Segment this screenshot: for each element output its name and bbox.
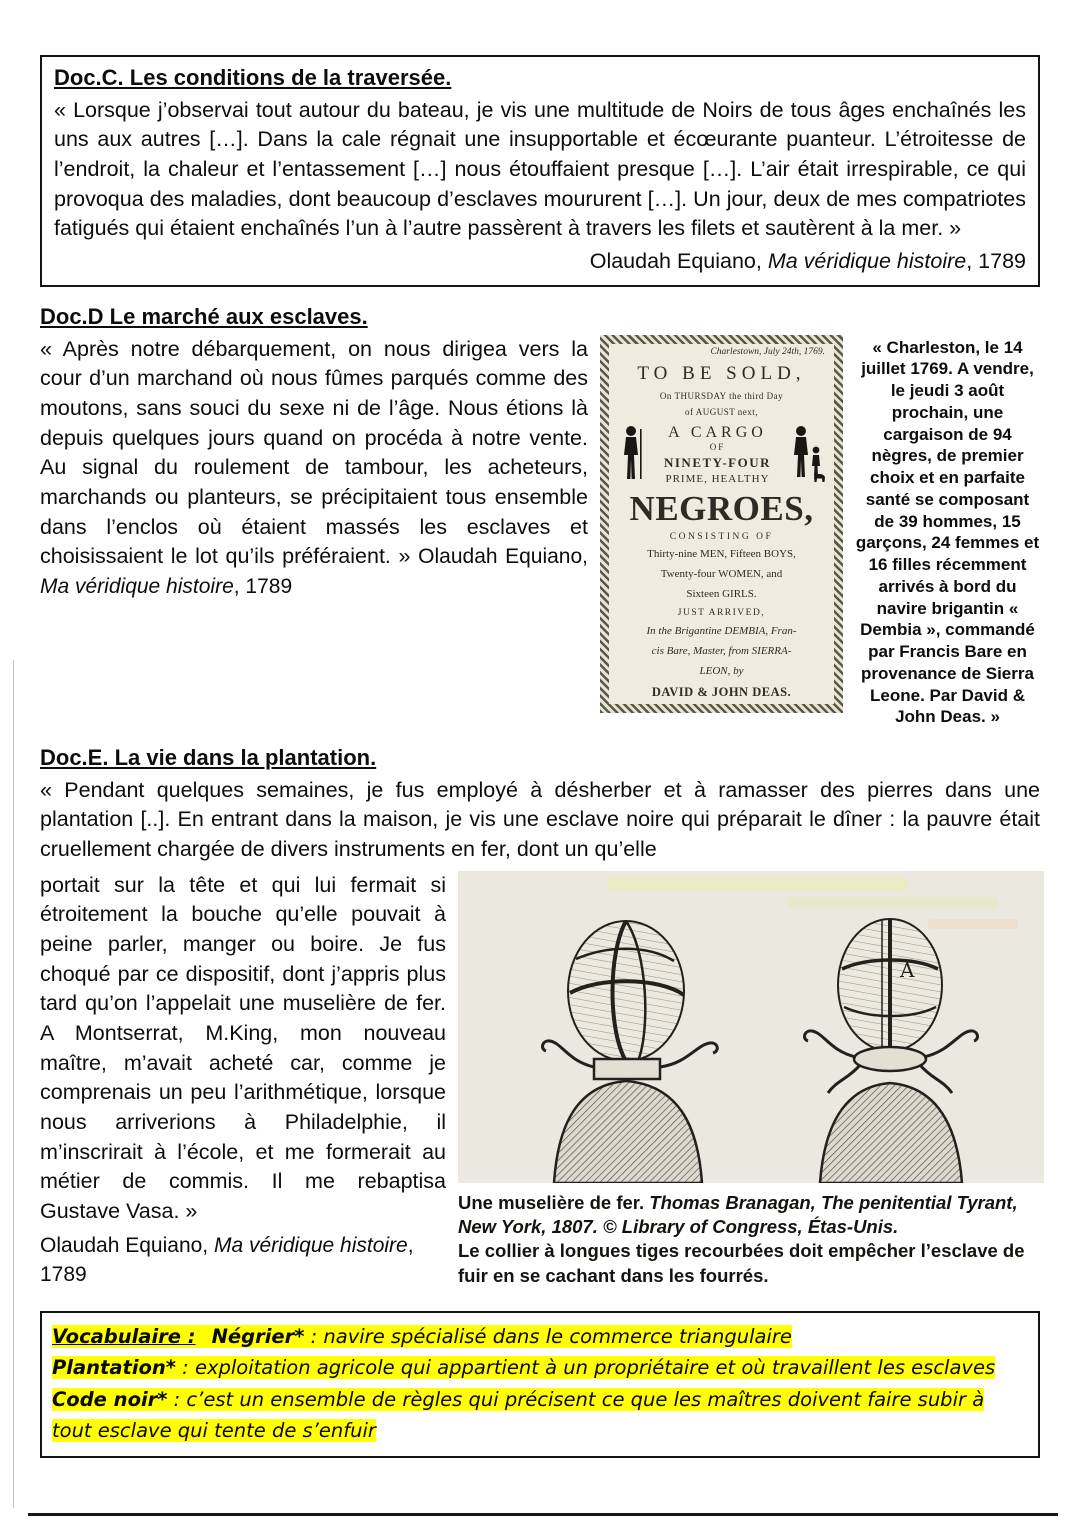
doc-d-work-title: Ma véridique histoire	[40, 575, 234, 599]
doc-e-left-column	[40, 871, 446, 1290]
poster-negroes: NEGROES,	[629, 488, 814, 528]
vocab-term-plantation: Plantation*	[52, 1356, 176, 1380]
doc-e-author: Olaudah Equiano,	[40, 1233, 214, 1257]
poster-consisting-of: CONSISTING OF	[669, 532, 774, 543]
doc-d-content-row	[40, 335, 1040, 729]
iron-muzzle-figure	[458, 871, 1044, 1290]
doc-e-content-row	[40, 871, 1040, 1290]
doc-d-section	[40, 303, 1040, 728]
vocab-def-plantation: : exploitation agricole qui appartient à un propriétaire et où travaillent les esclaves	[175, 1356, 996, 1380]
muzzle-caption-title: Une muselière de fer.	[458, 1191, 650, 1213]
poster-to-be-sold: TO BE SOLD,	[637, 362, 806, 384]
doc-e-attribution	[40, 1231, 446, 1290]
vocab-line-negrier	[52, 1321, 1028, 1352]
doc-d-body	[40, 335, 588, 729]
person-silhouette-icon	[616, 425, 646, 483]
poster-signature: DAVID & JOHN DEAS.	[651, 684, 792, 699]
doc-e-body-left: portait sur la tête et qui lui fermait si étroitement la bouche qu’elle pouvait à peine parler, manger ou boire. Je fus choqué par ce dispositif, dont j’appris plus tard qu’on l’appelait une muselière de fer. A Montserrat, M.King, mon nouveau maître, m’avait acheté car, comme je comprenais un peu l’arithmétique, lorsque nous arriverions à Philadelphie, il m’inscrirait à l’école, et me formerait au métier de commis. Il me rebaptisa Gustave Vasa. »	[40, 872, 446, 1223]
poster-just-arrived: JUST ARRIVED,	[677, 608, 766, 619]
doc-e-body-intro: « Pendant quelques semaines, je fus employé à désherber et à ramasser des pierres dans une plantation [..]. En entrant dans la maison, je vis une esclave noire qui préparait le dîner : la pauvre était cruellement chargée de divers instruments en fer, dont un qu’elle	[40, 777, 1040, 861]
svg-text:A: A	[900, 957, 915, 982]
poster-of-august: of AUGUST next,	[684, 407, 759, 418]
poster-line-men: Thirty-nine MEN, Fifteen BOYS,	[647, 548, 796, 561]
vocabulary-box	[40, 1311, 1040, 1458]
doc-e-section	[40, 744, 1040, 1289]
poster-of: OF	[709, 441, 726, 452]
poster-inner	[609, 344, 834, 704]
poster-on-thursday: On THURSDAY the third Day	[659, 391, 784, 402]
doc-d-author: Olaudah Equiano,	[418, 545, 588, 569]
doc-c-attribution	[54, 246, 1026, 276]
doc-d-year: , 1789	[233, 575, 293, 599]
vocab-label: Vocabulaire :	[52, 1325, 196, 1349]
poster-line-women: Twenty-four WOMEN, and	[660, 568, 783, 581]
poster-ninety-four: NINETY-FOUR	[663, 454, 772, 470]
iron-muzzle-illustration	[458, 871, 1044, 1183]
doc-e-title: Doc.E. La vie dans la plantation.	[40, 745, 377, 771]
vocab-line-code-noir	[52, 1384, 1028, 1446]
doc-c-year: , 1789	[966, 248, 1026, 273]
poster-dateline: Charlestown, July 24th, 1769.	[710, 346, 825, 357]
figures-and-dog-silhouette-icon	[789, 425, 827, 483]
muzzle-caption-note: Le collier à longues tiges recourbées doit empêcher l’esclave de fuir en se cachant dans les fourrés.	[458, 1240, 1025, 1286]
doc-c-title: Doc.C. Les conditions de la traversée.	[54, 65, 452, 90]
poster-brig-line1: In the Brigantine DEMBIA, Fran-	[646, 624, 797, 637]
poster-line-girls: Sixteen GIRLS.	[686, 588, 757, 601]
vocab-term-code-noir: Code noir*	[52, 1387, 168, 1411]
scan-edge-line	[28, 1513, 1058, 1516]
doc-e-year: , 1789	[40, 1233, 414, 1286]
doc-e-work-title: Ma véridique histoire	[213, 1233, 408, 1257]
muzzle-caption-source: Thomas Branagan, The penitential Tyrant, New York, 1807. © Library of Congress, Étas-Unis.	[458, 1191, 1018, 1238]
doc-c-section	[40, 55, 1040, 287]
poster-cargo-row	[614, 424, 829, 485]
scan-fold-artifact	[13, 660, 14, 1508]
poster-translation: « Charleston, le 14 juillet 1769. A vendre, le jeudi 3 août prochain, une cargaison de 94 nègres, de premier choix et en parfaite santé se composant de 39 hommes, 15 garçons, 24 femmes et 16 filles récemment arrivés à bord du navire brigantin « Dembia », commandé par Francis Bare en provenance de Sierra Leone. Par David & John Deas. »	[855, 337, 1040, 727]
poster-prime-healthy: PRIME, HEALTHY	[665, 472, 770, 485]
slave-auction-poster	[600, 335, 843, 713]
doc-c-work-title: Ma véridique histoire	[767, 248, 967, 273]
doc-c-body: « Lorsque j’observai tout autour du bateau, je vis une multitude de Noirs de tous âges enchaînés les uns aux autres […]. Dans la cale régnait une insupportable et écœurante puanteur. L’étroitesse de l’endroit, la chaleur et l’entassement […] nous étouffaient presque […]. L’air était irrespirable, ce qui provoqua des maladies, dont beaucoup d’esclaves moururent […]. Un jour, deux de mes compatriotes fatigués qui étaient enchaînés l’un à l’autre passèrent à travers les filets et sautèrent à la mer. »	[54, 97, 1026, 241]
poster-cargo-center	[646, 424, 789, 485]
vocab-term-negrier: Négrier*	[211, 1325, 305, 1349]
doc-c-author: Olaudah Equiano,	[589, 248, 768, 273]
poster-brig-line2: cis Bare, Master, from SIERRA-	[651, 644, 792, 657]
vocab-def-negrier: : navire spécialisé dans le commerce triangulaire	[304, 1325, 792, 1349]
poster-brig-line3: LEON, by	[699, 664, 744, 677]
vocab-line-plantation	[52, 1352, 1028, 1383]
poster-a-cargo: A CARGO	[668, 423, 767, 441]
muzzle-caption	[458, 1191, 1044, 1289]
doc-d-quote: « Après notre débarquement, on nous dirigea vers la cour d’un marchand où nous fûmes parqués comme des moutons, sans souci du sexe ni de l’âge. Nous étions là depuis quelques jours quand on procéda à notre vente. Au signal du roulement de tambour, les acheteurs, marchands ou planteurs, se précipitaient tous ensemble dans l’enclos où étaient massés les esclaves et choisissaient le lot qu’ils préféraient. »	[40, 336, 588, 569]
doc-d-title: Doc.D Le marché aux esclaves.	[40, 303, 368, 329]
vocab-def-code-noir: : c’est un ensemble de règles qui précisent ce que les maîtres doivent faire subir à tout esclave qui tente de s’enfuir	[52, 1387, 985, 1442]
